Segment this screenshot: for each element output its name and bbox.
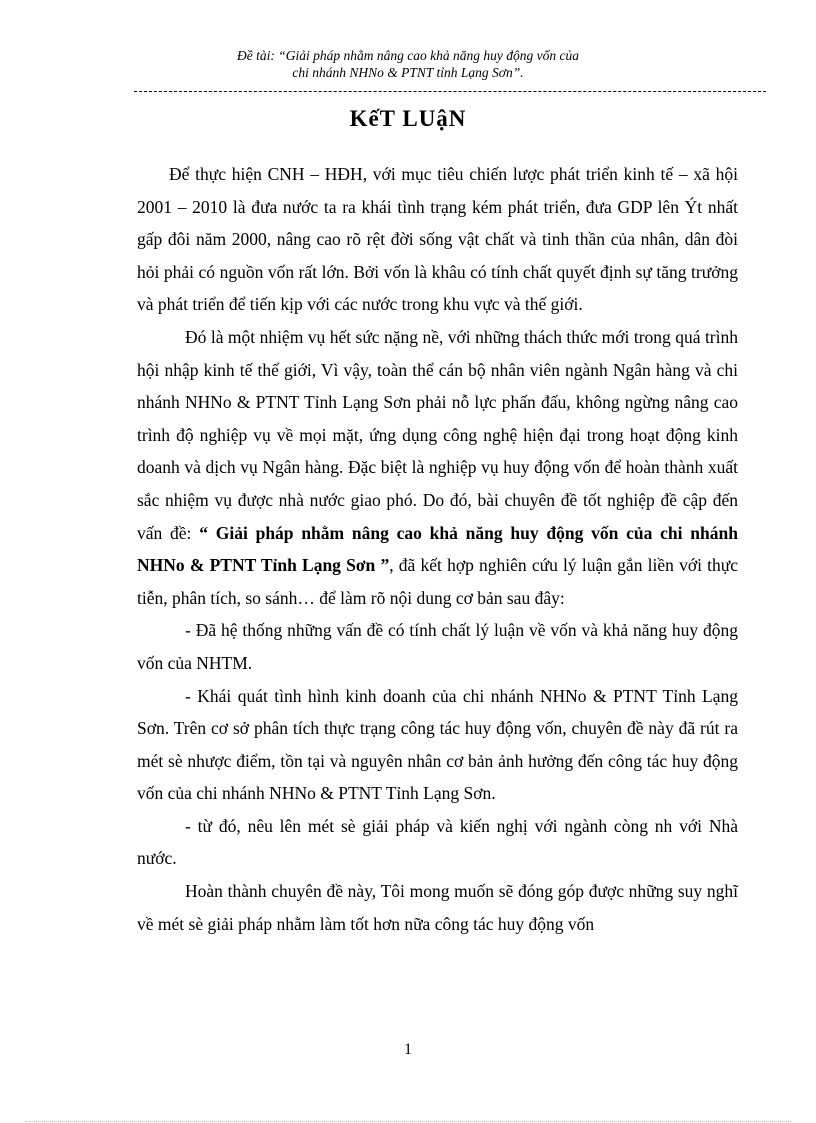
paragraph-1: Để thực hiện CNH – HĐH, với mục tiêu chiến lược phát triển kinh tế – xã hội 2001 – 2010 là đưa nước ta ra khái tình trạng kém phát triển, đưa GDP lên Ýt nhất gấp đôi năm 2000, nâng cao rõ rệt đời sống vật chất và tinh thần của nhân, dân đòi hỏi phải có nguồn vốn rất lớn. Bởi vốn là khâu có tính chất quyết định sự tăng trưởng và phát triển để tiến kịp với các nước trong khu vực và thế giới. [137, 164, 738, 315]
page-bottom-border [25, 1121, 791, 1122]
paragraph-4: - Khái quát tình hình kinh doanh của chi nhánh NHNo & PTNT Tỉnh Lạng Sơn. Trên cơ sở phân tích thực trạng công tác huy động vốn, chuyên đề này đã rút ra mét sè nhược điểm, tồn tại và nguyên nhân cơ bản ảnh hưởng đến công tác huy động vốn của chi nhánh NHNo & PTNT Tỉnh Lạng Sơn. [137, 685, 738, 804]
page-header [120, 47, 696, 81]
document-body [137, 158, 738, 940]
header-line-1: Đề tài: “Giải pháp nhằm nâng cao khả năng huy động vốn của [237, 48, 579, 63]
paragraph-2-topic-bold: “ Giải pháp nhằm nâng cao khả năng huy động vốn của chi nhánh NHNo & PTNT Tỉnh Lạng Sơn ” [137, 522, 738, 576]
paragraph-2 [137, 321, 738, 614]
page-number: 1 [404, 1041, 412, 1058]
page-title: KếT LUậN [349, 106, 467, 131]
header-line-2: chi nhánh NHNo & PTNT tỉnh Lạng Sơn”. [292, 65, 524, 80]
header-divider [134, 91, 766, 92]
paragraph-3: - Đã hệ thống những vấn đề có tính chất lý luận về vốn và khả năng huy động vốn của NHTM. [137, 620, 738, 673]
paragraph-6: Hoàn thành chuyên đề này, Tôi mong muốn sẽ đóng góp được những suy nghĩ về mét sè giải pháp nhằm làm tốt hơn nữa công tác huy động vốn [137, 881, 738, 934]
paragraph-2-text-b: , đã kết hợp nghiên cứu lý luận gắn liền với thực tiễn, phân tích, so sánh… để làm rõ nội dung cơ bản sau đây: [137, 555, 738, 608]
paragraph-5: - từ đó, nêu lên mét sè giải pháp và kiến nghị với ngành còng nh với Nhà nước. [137, 815, 738, 869]
paragraph-2-text-a: Đó là một nhiệm vụ hết sức nặng nề, với những thách thức mới trong quá trình hội nhập kinh tế thế giới, Vì vậy, toàn thể cán bộ nhân viên ngành Ngân hàng và chi nhánh NHNo & PTNT Tỉnh Lạng Sơn phải nỗ lực phấn đấu, không ngừng nâng cao trình độ nghiệp vụ về mọi mặt, ứng dụng công nghệ hiện đại trong hoạt động kinh doanh và dịch vụ Ngân hàng. Đặc biệt là nghiệp vụ huy động vốn để hoàn thành xuất sắc nhiệm vụ được nhà nước giao phó. Do đó, bài chuyên đề tốt nghiệp đề cập đến vấn đề: [137, 326, 738, 543]
